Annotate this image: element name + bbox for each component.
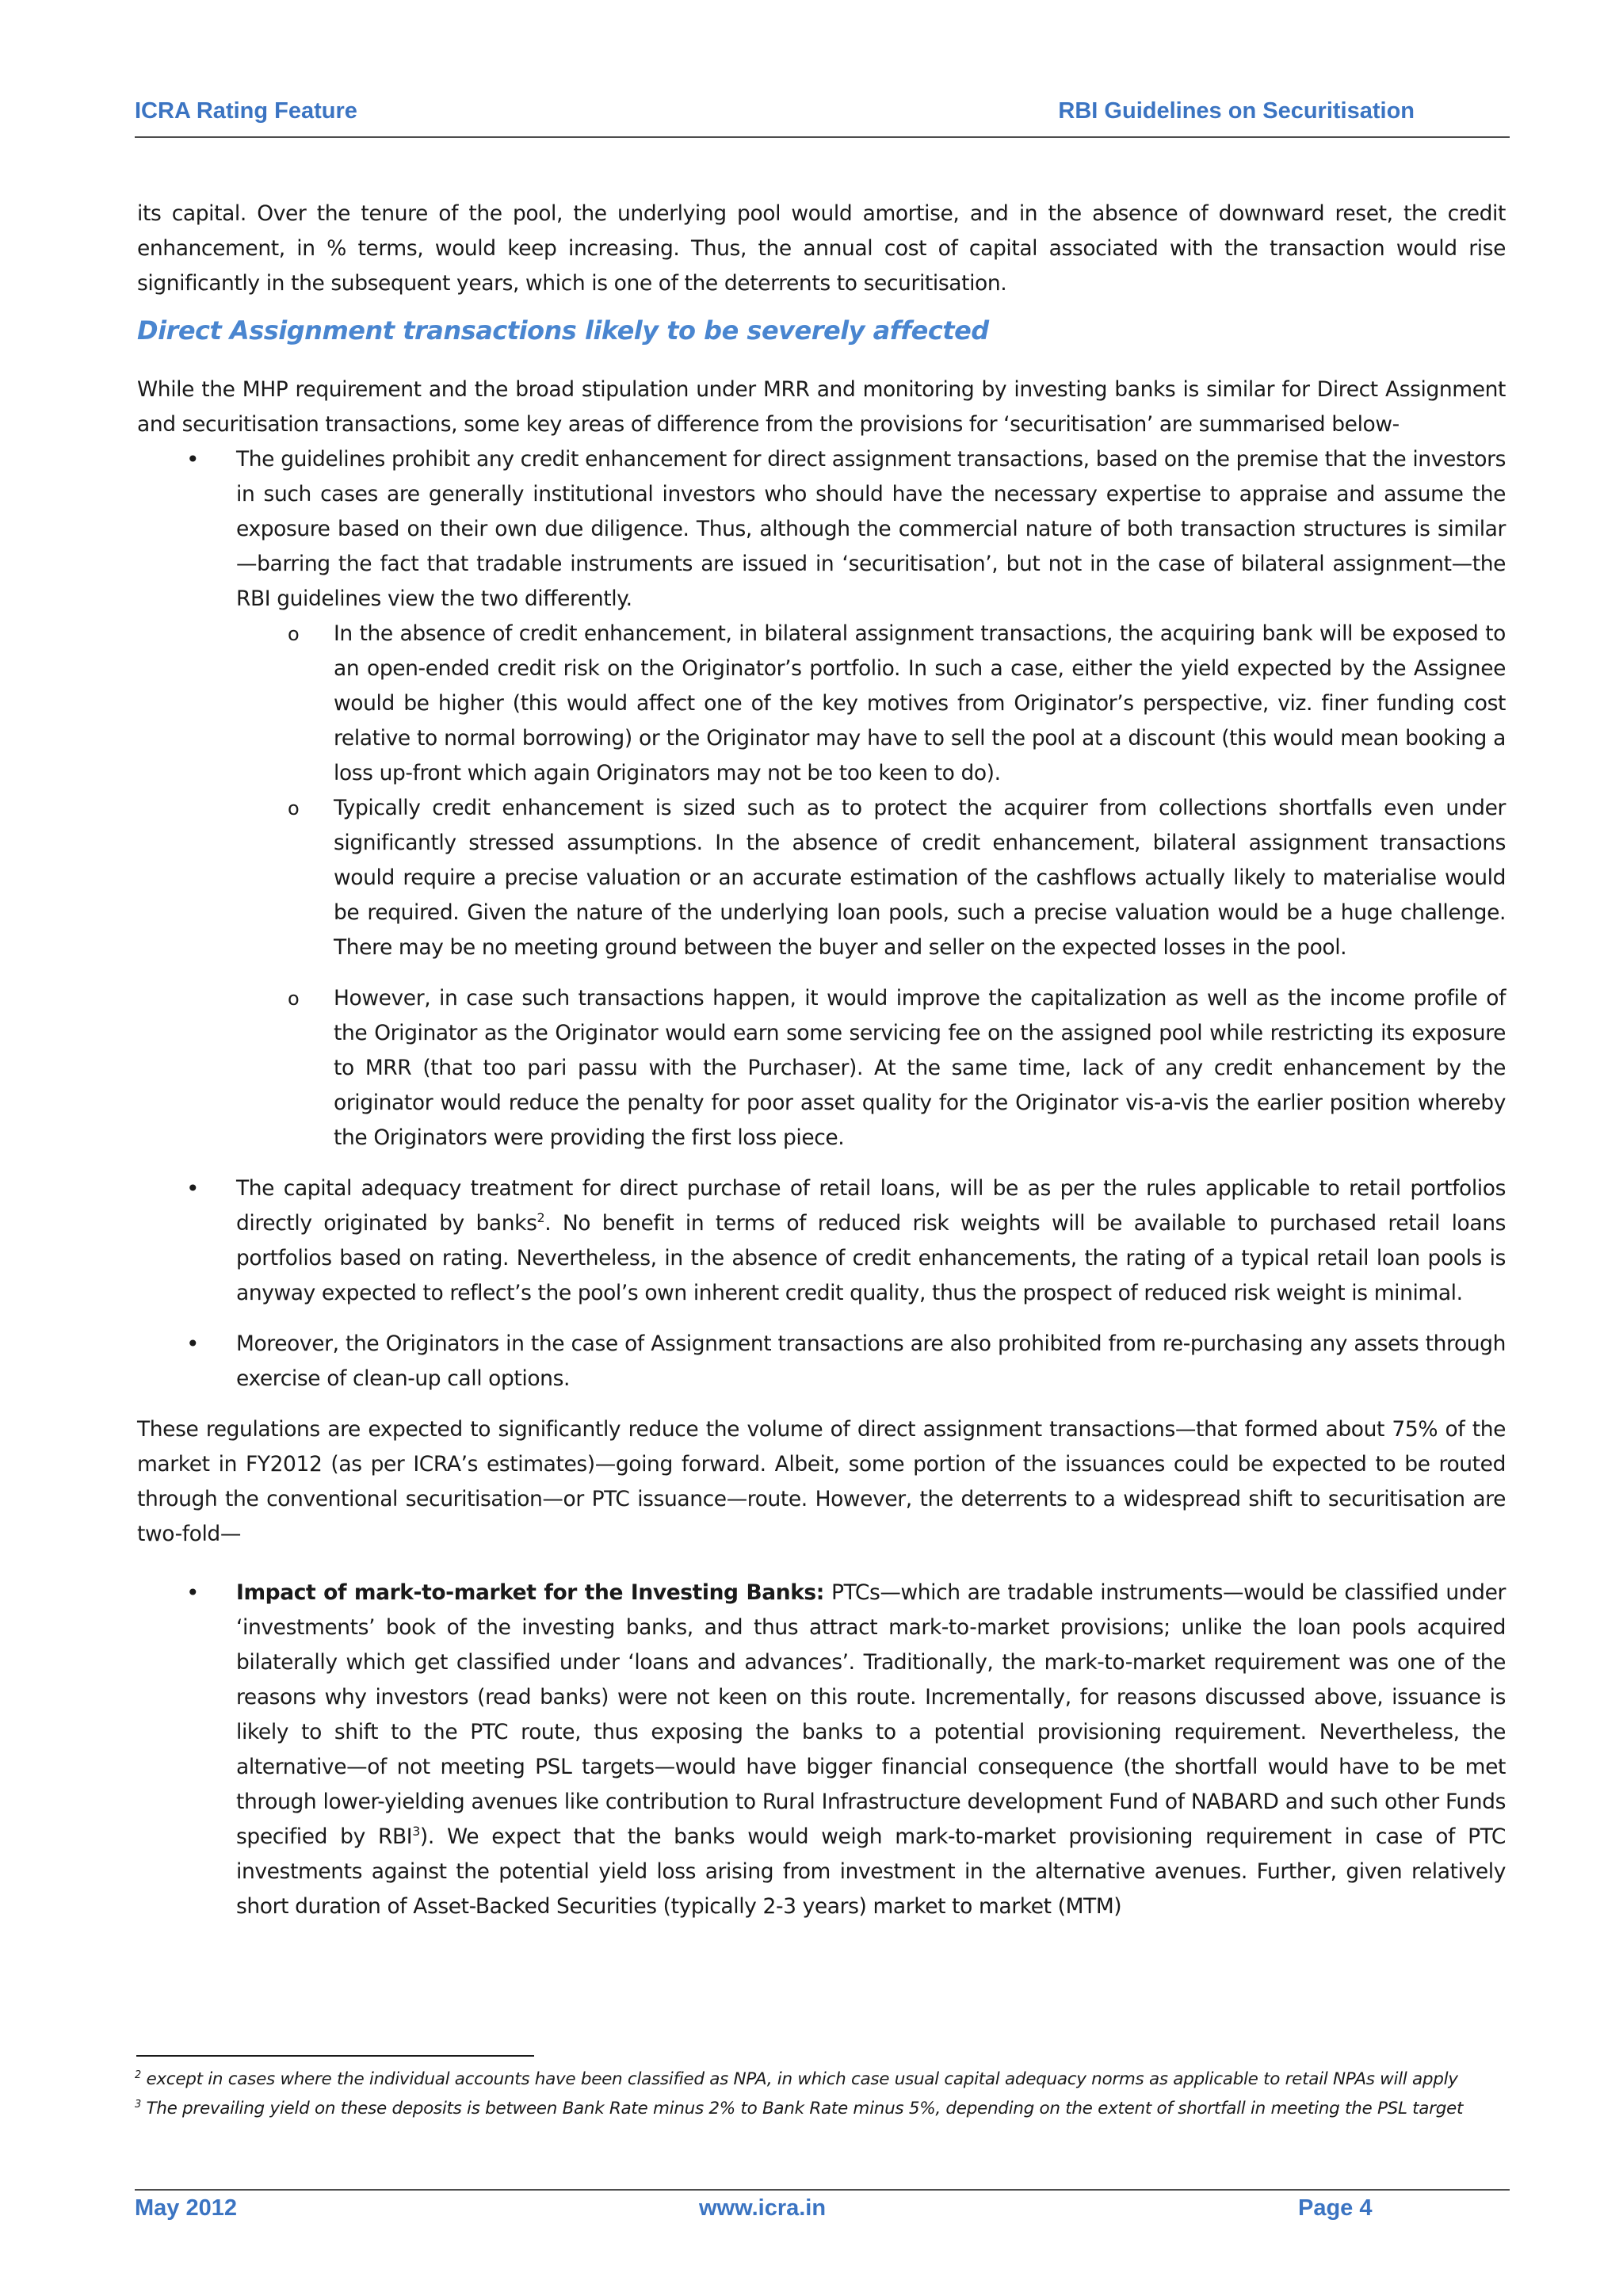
footnote-text: except in cases where the individual accounts have been classified as NPA, in which case usual capital adequacy norms as applicable to retail NPAs will apply (140, 2069, 1458, 2089)
bullet-marker: • (186, 1175, 200, 1201)
sub-bullet-marker: o (288, 797, 300, 819)
sub-list-item (137, 791, 1506, 965)
list-item (137, 1576, 1506, 1924)
deterrents-list (137, 1576, 1506, 1924)
footnote (135, 2094, 1506, 2123)
header-report-title: RBI Guidelines on Securitisation (1058, 98, 1415, 124)
footer-page-number: Page 4 (1298, 2195, 1373, 2221)
sub-list-item-text: In the absence of credit enhancement, in bilateral assignment transactions, the acquiring bank will be exposed to an open-ended credit risk on the Originator’s portfolio. In such a case, either the yield expected by the Assignee would be higher (this would affect one of the key motives from Originator’s perspective, viz. finer funding cost relative to normal borrowing) or the Originator may have to sell the pool at a discount (this would mean booking a loss up-front which again Originators may not be too keen to do). (334, 621, 1506, 785)
assignment-differences-list (137, 442, 1506, 1396)
list-item (137, 442, 1506, 1156)
section-body (137, 372, 1506, 1924)
footnote-text: The prevailing yield on these deposits is between Bank Rate minus 2% to Bank Rate minus 5%, depending on the extent of shortfall in meeting the PSL target (140, 2099, 1464, 2118)
list-item (137, 1171, 1506, 1311)
footer-date: May 2012 (135, 2195, 237, 2221)
footnote-mark: 3 (135, 2098, 141, 2111)
page-footer (135, 2189, 1510, 2229)
sub-list-item-text: Typically credit enhancement is sized such as to protect the acquirer from collections shortfalls even under significantly stressed assumptions. In the absence of credit enhancement, bilateral assignment transactions would require a precise valuation or an accurate estimation of the cashflows actually likely to materialise would be required. Given the nature of the underlying loan pools, such a precise valuation would be a huge challenge. There may be no meeting ground between the buyer and seller on the expected losses in the pool. (334, 796, 1506, 960)
footnote-divider (136, 2055, 534, 2057)
list-item-text: The capital adequacy treatment for direct purchase of retail loans, will be as per the rules applicable to retail portfolios directly originated by banks (236, 1176, 1506, 1236)
footnote-reference: 2 (537, 1210, 545, 1226)
footer-website-link[interactable]: www.icra.in (699, 2195, 827, 2221)
list-item-lead: Impact of mark-to-market for the Investing Banks: (236, 1580, 824, 1605)
list-item-text-continued: . No benefit in terms of reduced risk weights will be available to purchased retail loans portfolios based on rating. Nevertheless, in the absence of credit enhancements, the rating of a typical retail loan pools is anyway expected to reflect’s the pool’s own inherent credit quality, thus the prospect of reduced risk weight is minimal. (236, 1211, 1507, 1305)
footnote (135, 2065, 1506, 2094)
page-header (135, 94, 1510, 138)
sub-bullet-marker: o (288, 988, 300, 1010)
sub-list-item (137, 617, 1506, 791)
sub-bullet-marker: o (288, 623, 300, 645)
section-heading: Direct Assignment transactions likely to be severely affected (137, 315, 989, 346)
intro-paragraph-text: its capital. Over the tenure of the pool, the underlying pool would amortise, and in the absence of downward reset, the credit enhancement, in % terms, would keep increasing. Thus, the annual cost of capital associated with the transaction would rise significantly in the subsequent years, which is one of the deterrents to securitisation. (137, 201, 1506, 296)
sub-list-item (137, 981, 1506, 1156)
regulations-paragraph: These regulations are expected to significantly reduce the volume of direct assignment transactions—that formed about 75% of the market in FY2012 (as per ICRA’s estimates)—going forward. Albeit, some portion of the issuances could be expected to be routed through the conventional securitisation—or PTC issuance—route. However, the deterrents to a widespread shift to securitisation are two-fold— (137, 1417, 1506, 1546)
list-item-text: Moreover, the Originators in the case of Assignment transactions are also prohibited from re-purchasing any assets through exercise of clean-up call options. (236, 1331, 1506, 1391)
footnote-mark: 2 (135, 2069, 141, 2081)
section-intro-paragraph: While the MHP requirement and the broad stipulation under MRR and monitoring by investing banks is similar for Direct Assignment and securitisation transactions, some key areas of difference from the provisions for ‘securitisation’ are summarised below- (137, 377, 1506, 437)
list-item-text-continued: ). We expect that the banks would weigh mark-to-market provisioning requirement in case of PTC investments against the potential yield loss arising from investment in the alternative avenues. Further, given relatively short duration of Asset-Backed Securities (typically 2-3 years) market to market (MTM) (236, 1824, 1506, 1919)
header-publication-title: ICRA Rating Feature (135, 98, 357, 124)
bullet-marker: • (186, 1580, 200, 1606)
intro-paragraph (137, 197, 1506, 301)
bullet-marker: • (186, 446, 200, 472)
sub-list (137, 617, 1506, 1156)
list-item-text: The guidelines prohibit any credit enhancement for direct assignment transactions, based on the premise that the investors in such cases are generally institutional investors who should have the necessary expertise to appraise and assume the exposure based on their own due diligence. Thus, although the commercial nature of both transaction structures is similar—barring the fact that tradable instruments are issued in ‘securitisation’, but not in the case of bilateral assignment—the RBI guidelines view the two differently. (236, 447, 1506, 611)
footnotes (135, 2065, 1506, 2123)
footnote-reference: 3 (412, 1824, 420, 1839)
list-item (137, 1327, 1506, 1396)
list-item-text: PTCs—which are tradable instruments—would be classified under ‘investments’ book of the investing banks, and thus attract mark-to-market provisions; unlike the loan pools acquired bilaterally which get classified under ‘loans and advances’. Traditionally, the mark-to-market requirement was one of the reasons why investors (read banks) were not keen on this route. Incrementally, for reasons discussed above, issuance is likely to shift to the PTC route, thus exposing the banks to a potential provisioning requirement. Nevertheless, the alternative—of not meeting PSL targets—would have bigger financial consequence (the shortfall would have to be met through lower-yielding avenues like contribution to Rural Infrastructure development Fund of NABARD and such other Funds specified by RBI (236, 1580, 1506, 1849)
bullet-marker: • (186, 1331, 200, 1357)
sub-list-item-text: However, in case such transactions happen, it would improve the capitalization as well as the income profile of the Originator as the Originator would earn some servicing fee on the assigned pool while restricting its exposure to MRR (that too pari passu with the Purchaser). At the same time, lack of any credit enhancement by the originator would reduce the penalty for poor asset quality for the Originator vis-a-vis the earlier position whereby the Originators were providing the first loss piece. (334, 986, 1506, 1150)
